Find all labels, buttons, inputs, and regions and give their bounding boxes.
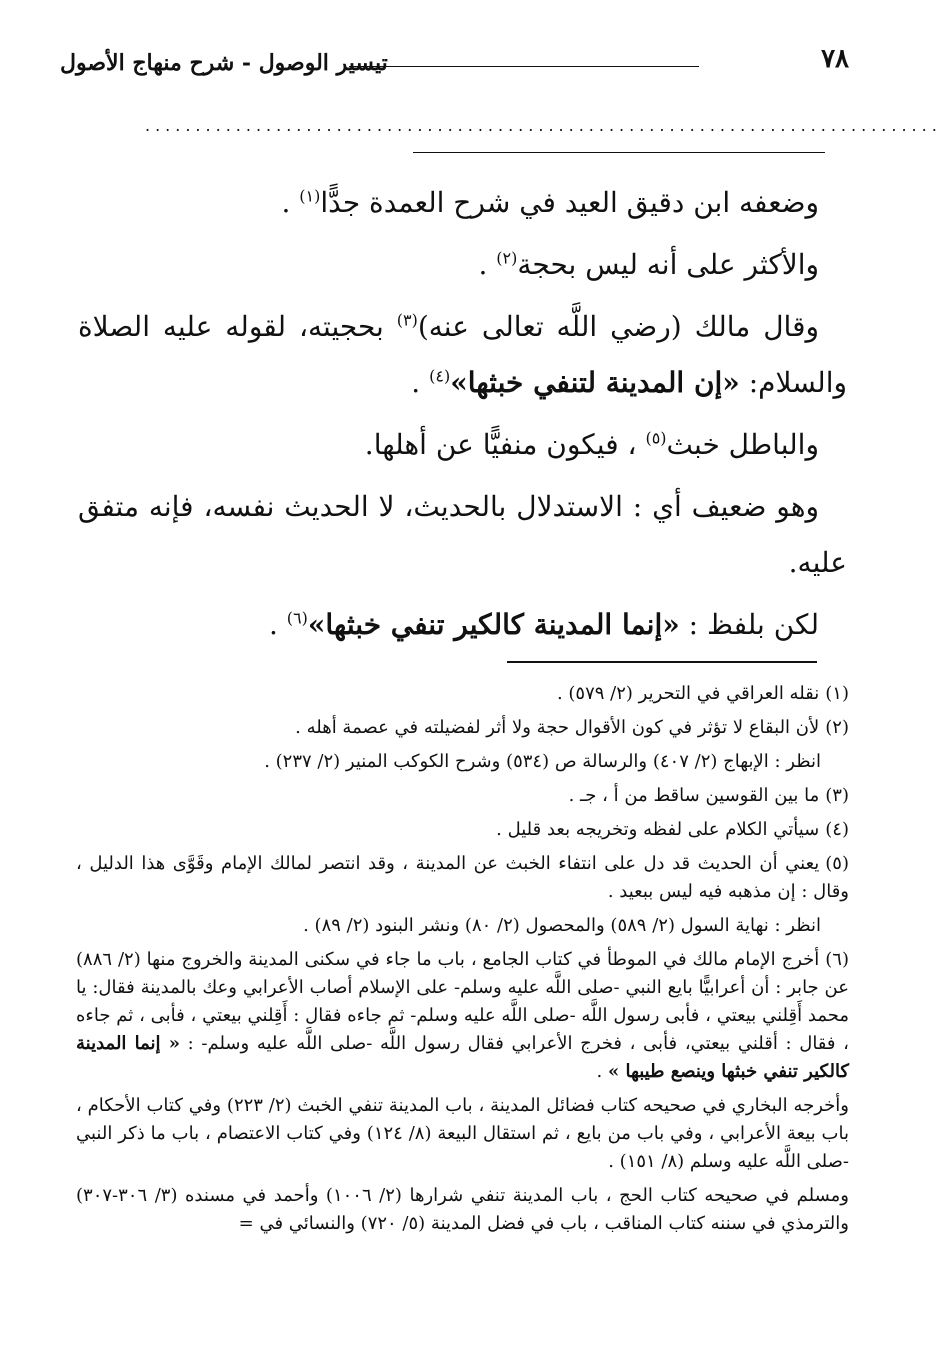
page-header: [60, 44, 849, 94]
footnote-2: (٢)لأن البقاع لا تؤثر في كون الأقوال حجة ولا أثر لفضيلته في عصمة أهله .: [295, 717, 849, 738]
hadith-quote: «إنما المدينة كالكير تنفي خبثها»: [307, 608, 680, 641]
paragraph-1: وضعفه ابن دقيق العيد في شرح العمدة جدًّا$^{(١)}$ .: [281, 186, 819, 219]
footnote-5-continuation: انظر : نهاية السول (٢/ ٥٨٩) والمحصول (٢/ ٨٠) ونشر البنود (٢/ ٨٩) .: [303, 915, 821, 936]
footnote-ref-2: (٢): [496, 248, 518, 268]
paragraph-4: والباطل خبث$^{(٥)}$ ، فيكون منفيًّا عن أهلها.: [364, 428, 819, 461]
footnote-2-continuation: انظر : الإبهاج (٢/ ٤٠٧) والرسالة ص (٥٣٤) وشرح الكوكب المنير (٢/ ٢٣٧) .: [264, 751, 821, 772]
footnote-4: (٤)سيأتي الكلام على لفظه وتخريجه بعد قليل .: [496, 819, 849, 840]
paragraph-3: وقال مالك (رضي اللَّه تعالى عنه)$^{(٣)}$ بحجيته، لقوله عليه الصلاة والسلام: «إن المدينة لتنفي خبثها»$^{(٤)}$ .: [78, 310, 847, 399]
paragraph-6: لكن بلفظ : «إنما المدينة كالكير تنفي خبثها»$^{(٦)}$ .: [268, 608, 819, 641]
paragraph-2: والأكثر على أنه ليس بحجة$^{(٢)}$ .: [478, 248, 819, 281]
footnote-3: (٣)ما بين القوسين ساقط من أ ، جـ .: [568, 785, 849, 806]
footnote-ref-1: (١): [299, 186, 321, 206]
footnote-6-muslim: ومسلم في صحيحه كتاب الحج ، باب المدينة تنفي شرارها (٢/ ١٠٠٦) وأحمد في مسنده (٣/ ٣٠٦-٣٠٧) والترمذي في سننه كتاب المناقب ، باب في فضل المدينة (٥/ ٧٢٠) والنسائي في =: [76, 1185, 849, 1234]
paragraph-5: وهو ضعيف أي : الاستدلال بالحديث، لا الحديث نفسه، فإنه متفق عليه.: [78, 490, 847, 579]
footnote-5: (٥)يعني أن الحديث قد دل على انتفاء الخبث عن المدينة ، وقد انتصر لمالك الإمام وقَوَّى هذا الدليل ، وقال : إن مذهبه فيه ليس ببعيد .: [76, 853, 849, 902]
hadith-quote: « إنما المدينة كالكير تنفي خبثها وينصع طيبها »: [76, 1033, 849, 1082]
hadith-quote: «إن المدينة لتنفي خبثها»: [450, 366, 740, 399]
top-rule: [413, 152, 825, 153]
page-number: ٧٨: [821, 44, 849, 74]
main-text: [78, 175, 847, 659]
dotted-separator: ...............................................................................: [145, 116, 942, 135]
footnote-ref-6: (٦): [286, 608, 308, 628]
footnote-6-bukhari: وأخرجه البخاري في صحيحه كتاب فضائل المدينة ، باب المدينة تنفي الخبث (٢/ ٢٢٣) وفي كتاب الأحكام ، باب بيعة الأعرابي ، وفي باب من بايع ، ثم استقال البيعة (٨/ ١٢٤) وفي كتاب الاعتصام ، باب ما ذكر النبي -صلى اللَّه عليه وسلم (٨/ ١٥١) .: [76, 1095, 849, 1172]
footnotes: [76, 680, 849, 1244]
footnote-6: (٦)أخرج الإمام مالك في الموطأ في كتاب الجامع ، باب ما جاء في سكنى المدينة والخروج منها (٢/ ٨٨٦) عن جابر : أن أعرابيًّا بايع النبي -صلى اللَّه عليه وسلم- على الإسلام أصاب الأعرابي وعك بالمدينة فقال: يا محمد أَقِلني بيعتي ، فأبى رسول اللَّه -صلى اللَّه عليه وسلم- ثم جاءه فقال : أَقِلني بيعتي ، فأبى ، ثم جاءه ، فقال : أقلني بيعتي، فأبى ، فخرج الأعرابي فقال رسول اللَّه -صلى اللَّه عليه وسلم- : « إنما المدينة كالكير تنفي خبثها وينصع طيبها » .: [76, 949, 849, 1082]
footnote-1: (١)نقله العراقي في التحرير (٢/ ٥٧٩) .: [556, 683, 849, 704]
running-title: تيسير الوصول - شرح منهاج الأصول: [60, 50, 388, 76]
footnote-ref-5: (٥): [645, 428, 667, 448]
footnote-ref-4: (٤): [429, 366, 451, 386]
header-rule: [349, 66, 699, 67]
footnote-ref-3: (٣): [396, 310, 418, 330]
footnote-rule: [507, 661, 817, 663]
